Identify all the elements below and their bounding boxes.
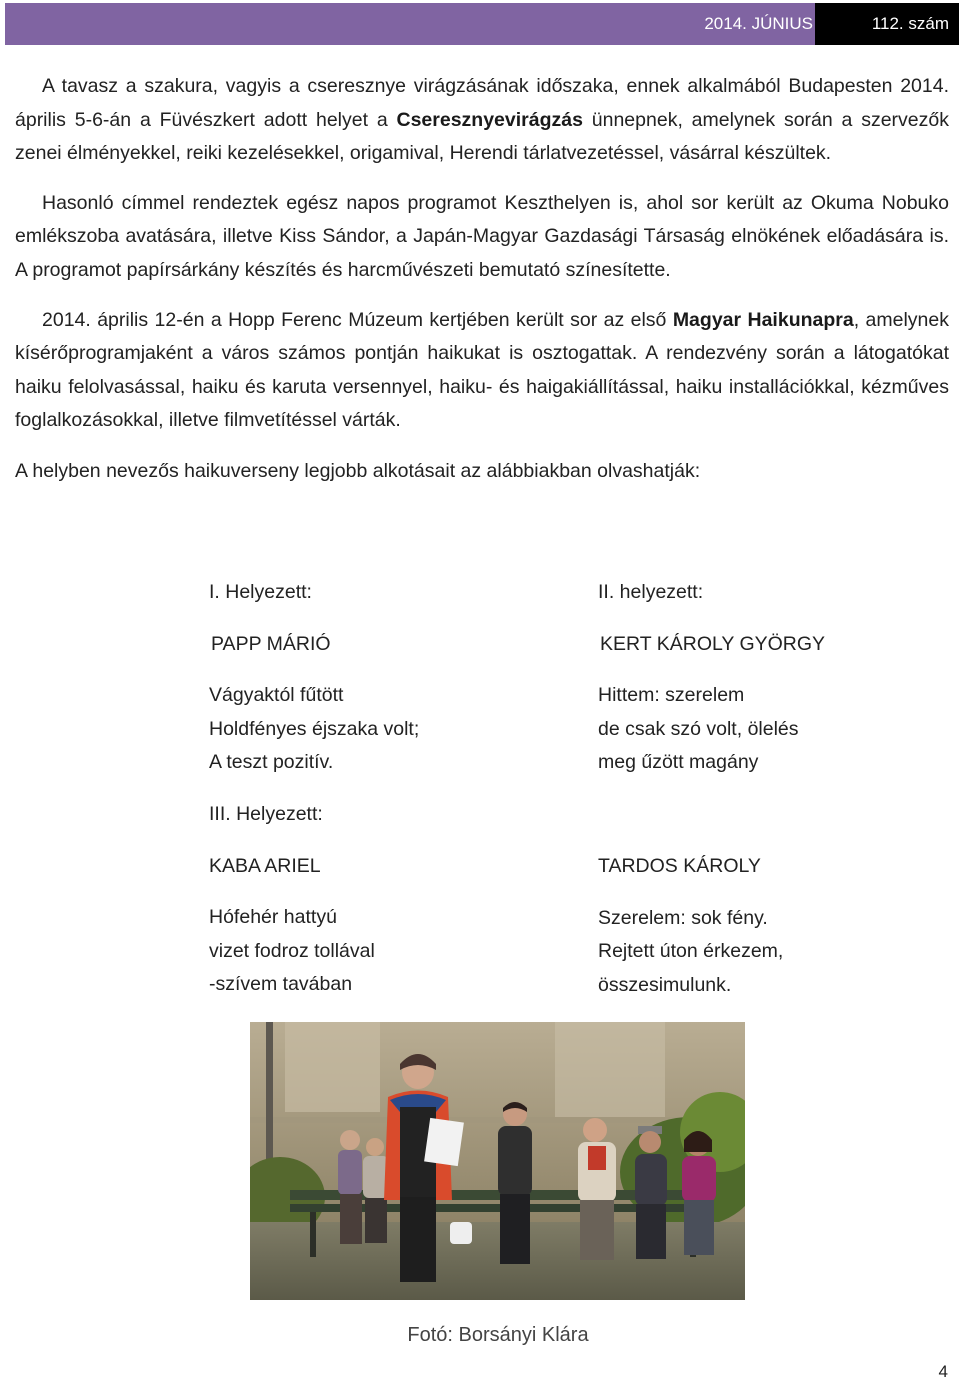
issue-number-box [815,3,959,45]
poem-line: Szerelem: sok fény. [598,906,768,929]
place-label: III. Helyezett: [209,803,323,825]
poem-line: Vágyaktól fűtött [209,684,344,707]
poem-line: meg űzött magány [598,751,759,774]
paragraph-text: , amelynek kísérőprogramjaként a város számos pontján haikukat is osztogattak. A rendezvény során a látogatókat haiku felolvasással, haiku és karuta versennyel, haiku- és haigakiállítással, haiku installációkkal, kézműves foglalkozásokkal, illetve filmvetítéssel várták. [15,308,950,432]
paragraph-text: 2014. április 12-én a Hopp Ferenc Múzeum kertjében került sor az első [42,308,673,331]
poem-line: A teszt pozitív. [209,751,334,774]
page-number: 4 [938,1362,948,1381]
poem-author: KERT KÁROLY GYÖRGY [600,632,826,655]
paragraph-sakura [15,70,949,171]
paragraph-keszthely: Hasonló címmel rendeztek egész napos programot Keszthelyen is, ahol sor került az Okuma Nobuko emlékszoba avatására, illetve Kiss Sándor, a Japán-Magyar Gazdasági Társaság elnökének előadására is. A programot papírsárkány készítés és harcművészeti bemutató színesítette. [15,191,949,281]
poem-third-place-kaba [209,798,375,1002]
paragraph-intro-poems: A helyben nevezős haikuverseny legjobb alkotásait az alábbiakban olvashatják: [15,459,701,482]
issue-number: 112. szám [871,14,949,33]
paragraph-text: A tavasz a szakura, vagyis a cseresznye virágzásának időszaka, ennek alkalmából Budapesten 2014. április 5-6-án a Füvészkert adott helyet a [15,75,949,131]
paragraph-haiku-day [15,304,949,438]
article-body [15,70,949,489]
poem-second-place [598,576,825,780]
poem-line: Rejtett úton érkezem, [598,940,784,963]
event-photo [250,1022,745,1300]
paragraph-text: ünnepnek, amelynek során a szervezők zenei élményekkel, reiki kezelésekkel, origamival, Herendi tárlatvezetéssel, vásárral készültek. [15,108,949,165]
issue-date: 2014. JÚNIUS [704,14,813,33]
poem-first-place [209,576,419,780]
event-name-haiku-day: Magyar Haikunapra [672,308,854,331]
poem-author: TARDOS KÁROLY [598,855,761,877]
poem-line: összesimulunk. [598,973,732,996]
poem-author: KABA ARIEL [209,854,321,877]
event-name-cherry-blossom: Cseresznyevirágzás [396,108,583,131]
poem-line: de csak szó volt, ölelés [598,717,799,740]
place-label: I. Helyezett: [209,581,312,603]
poem-line: -szívem tavában [209,973,353,996]
event-photo-illustration [250,1022,745,1300]
poem-line: vizet fodroz tollával [209,939,375,962]
poem-line: Hittem: szerelem [598,684,745,707]
header-band [5,3,959,45]
poem-line: Hófehér hattyú [209,906,337,929]
photo-caption: Fotó: Borsányi Klára [407,1324,589,1346]
poem-third-place-tardos [598,850,783,1002]
poem-author: PAPP MÁRIÓ [211,632,331,655]
poem-line: Holdfényes éjszaka volt; [209,717,420,740]
place-label: II. helyezett: [598,581,704,603]
